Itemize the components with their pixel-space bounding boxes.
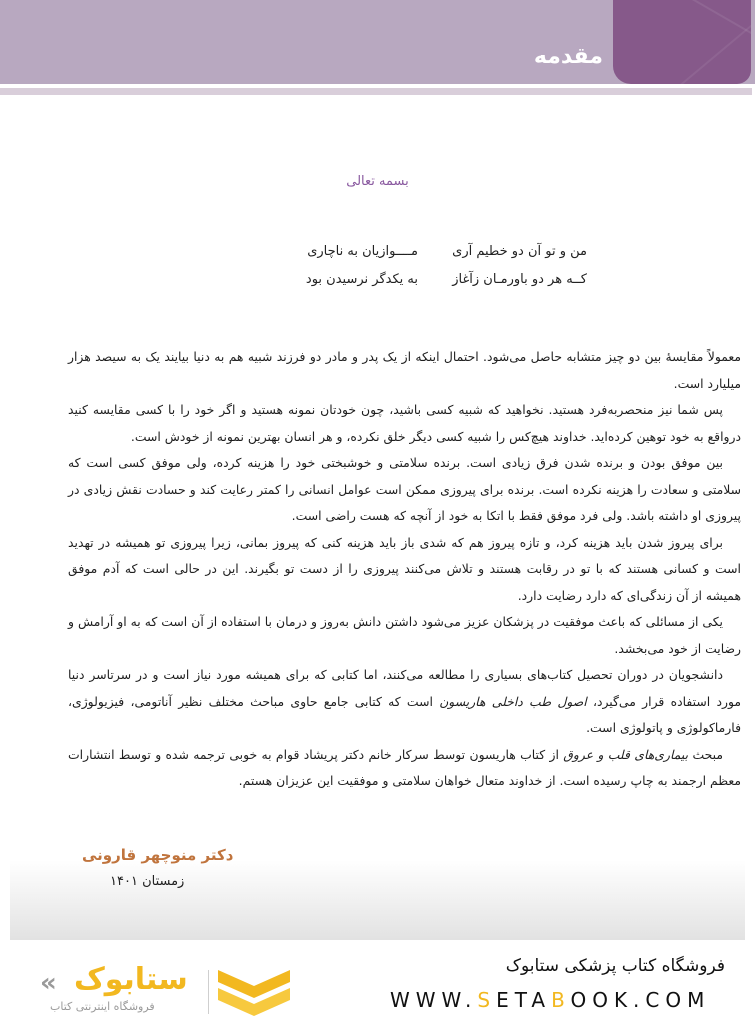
url-part: OOK.COM (570, 988, 711, 1012)
paragraph: یکی از مسائلی که باعث موفقیت در پزشکان عزیز می‌شود داشتن دانش به‌روز و درمان با استفاده از آن است که به او آرامش و رضایت از خود می‌بخشد. (68, 614, 741, 656)
text-span: از کتاب هاریسون توسط سرکار خانم دکتر پریشاد قوام به خوبی ترجمه شده و توسط انتشارات معظم ارجمند به چاپ رسیده است. از خداوند متعال خواهان سلامتی و موفقیت این عزیزان هستم. (68, 746, 741, 788)
body-text (68, 344, 741, 795)
paragraph: برای پیروز شدن باید هزینه کرد، و تازه پیروز هم که شدی باز باید هزینه کنی که پیروز بمانی، زیرا پیروزی تو همیشه در تهدید است و کسانی هستند که با تو در رقابت هستند و تلاش می‌کنند پیروزی را از دست تو بگیرند. این در حالی است که آدم موفق همیشه از آن زندگی‌ای که دارد رضایت دارد. (68, 534, 741, 603)
poem-right-column (417, 238, 587, 294)
page-title: مقدمه (533, 44, 603, 69)
chevrons-icon: « (40, 968, 57, 998)
logo-divider (208, 970, 209, 1014)
poem-line: مــــوازیان به ناچاری (307, 244, 418, 259)
paragraph: بین موفق بودن و برنده شدن فرق زیادی است. برنده سلامتی و خوشبختی خود را هزینه کرده، ولی موفق کسی است که سلامتی و سعادت را هزینه نکرده است. برنده برای پیروزی ممکن است عوامل انسانی را کمتر رعایت کند و حسادت نقش زیادی در پیروزی او داشته باشد. ولی فرد موفق فقط با اتکا به خود از آنچه که هست راضی است. (68, 455, 741, 523)
basmala: بسمه تعالی (346, 174, 409, 189)
text-span: مبحث (688, 746, 723, 762)
url-highlight: S (477, 988, 497, 1012)
page-header (0, 0, 755, 84)
topic-title: بیماری‌های قلب و عروق (563, 746, 689, 762)
poem-left-column (238, 238, 418, 294)
url-part: WWW. (390, 988, 478, 1012)
url-highlight: B (551, 988, 571, 1012)
text-span: دانشجویان در دوران تحصیل کتاب‌های بسیاری را مطالعه می‌کنند، اما کتابی که برای همیشه مورد نیاز است و در سرتاسر دنیا مورد استفاده قرار می‌گیرد، (68, 667, 741, 709)
poem-line: به یکدگر نرسیدن بود (305, 272, 418, 287)
paragraph (68, 742, 741, 795)
header-decorative-box (613, 0, 751, 84)
book-title: اصول طب داخلی هاریسون (439, 693, 587, 709)
logo-wordmark: ستابوک (74, 962, 188, 997)
header-stripe (0, 88, 752, 95)
url-part: ETA (496, 988, 552, 1012)
text-span: است که کتابی جامع حاوی مباحث مختلف نظیر آناتومی، فیزیولوژی، فارماکولوژی و پاتولوژی است. (68, 693, 741, 735)
signature-fade-panel (10, 860, 745, 940)
store-name: فروشگاه کتاب پزشکی ستابوک (505, 956, 725, 976)
chevron-badge-icon (218, 964, 290, 1020)
signature-date: زمستان ۱۴۰۱ (110, 874, 185, 889)
paragraph: معمولاً مقایسهٔ بین دو چیز متشابه حاصل می‌شود. احتمال اینکه از یک پدر و مادر دو فرزند شبیه هم به دنیا بیایند یک به سیصد هزار میلیارد است. (68, 349, 741, 391)
paragraph (68, 662, 741, 742)
logo-subtitle: فروشگاه اینترنتی کتاب (50, 1000, 155, 1013)
signature-name: دکتر منوچهر قارونی (82, 846, 234, 864)
paragraph: پس شما نیز منحصربه‌فرد هستید. نخواهید که شبیه کسی باشید، چون خودتان نمونه هستید و اگر خود را با کسی مقایسه کنید درواقع به خود توهین کرده‌اید. خداوند هیچ‌کس را شبیه کسی دیگر خلق نکرده، و هر انسان بهترین نمونه از خودش است. (68, 402, 741, 444)
poem-line: من و تو آن دو خطیم آری (452, 244, 587, 259)
store-url[interactable] (390, 988, 710, 1012)
poem-line: کــه هر دو باورمـان زآغاز (452, 272, 587, 287)
setabook-logo[interactable] (40, 962, 290, 1020)
